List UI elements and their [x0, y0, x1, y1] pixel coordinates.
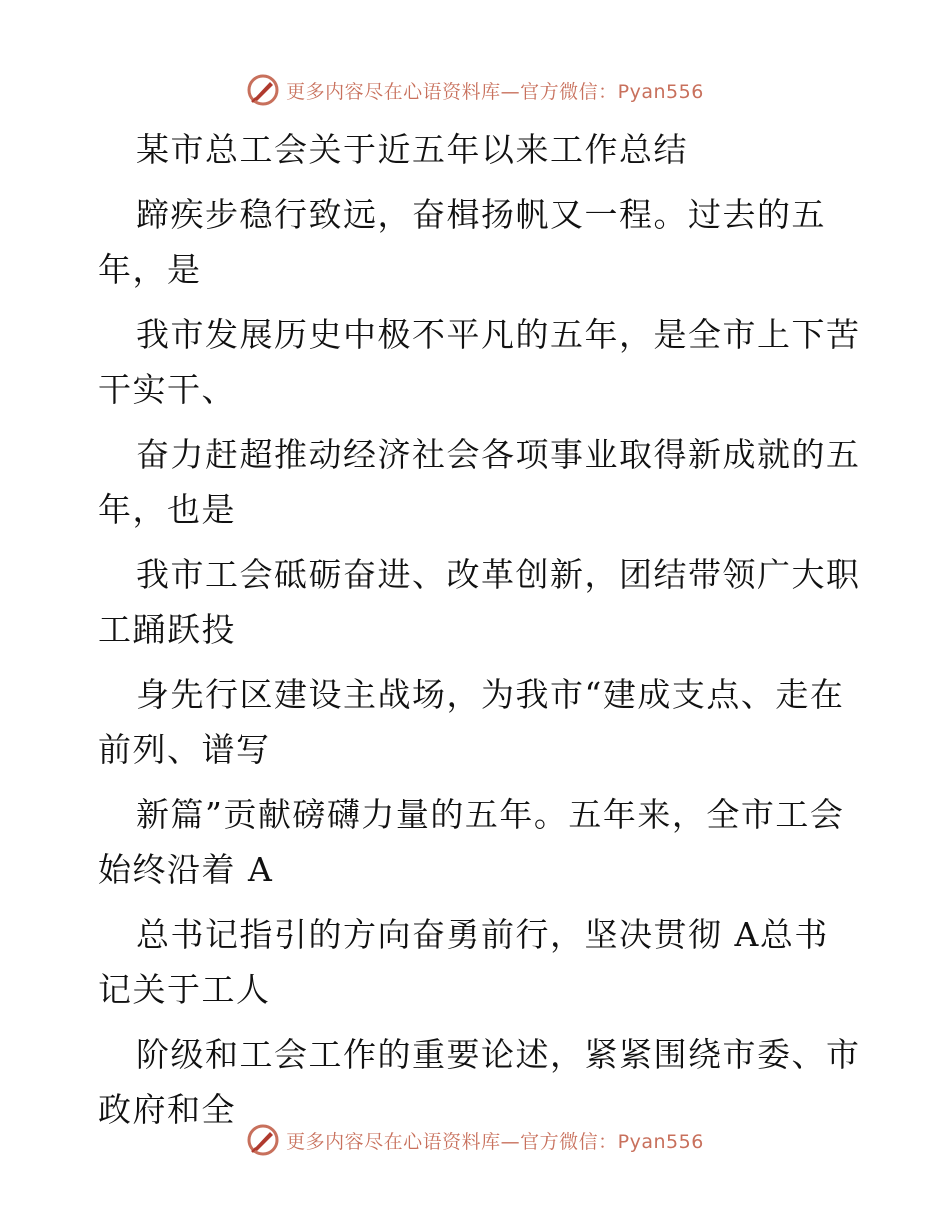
text-line: 工踊跃投	[98, 610, 236, 649]
text-line: 新篇”贡献磅礴力量的五年。五年来，全市工会	[136, 795, 845, 834]
text-line: 身先行区建设主战场，为我市“建成支点、走在	[136, 675, 845, 714]
watermark-text: 更多内容尽在心语资料库—官方微信：Pyan556	[286, 1130, 704, 1153]
text-line: 我市工会砥砺奋进、改革创新，团结带领广大职	[136, 555, 861, 594]
text-line: 奋力赶超推动经济社会各项事业取得新成就的五	[136, 435, 861, 474]
footer-watermark-banner	[0, 1120, 950, 1160]
text-line: 干实干、	[98, 370, 236, 409]
text-line: 蹄疾步稳行致远，奋楫扬帆又一程。过去的五	[136, 195, 826, 234]
text-line: 前列、谱写	[98, 730, 271, 769]
watermark-text: 更多内容尽在心语资料库—官方微信：Pyan556	[286, 80, 704, 103]
text-line: 年，也是	[98, 490, 236, 529]
text-line: 年，是	[98, 250, 202, 289]
header-watermark-banner	[0, 70, 950, 110]
document-body	[98, 122, 861, 1137]
text-line: 总书记指引的方向奋勇前行，坚决贯彻 A总书	[136, 915, 829, 954]
text-line: 阶级和工会工作的重要论述，紧紧围绕市委、市	[136, 1035, 861, 1074]
document-title: 某市总工会关于近五年以来工作总结	[136, 130, 688, 169]
text-line: 我市发展历史中极不平凡的五年，是全市上下苦	[136, 315, 861, 354]
text-line: 始终沿着 A	[98, 850, 274, 889]
text-line: 政府和全	[98, 1090, 236, 1129]
quill-logo-icon	[246, 73, 280, 107]
quill-logo-icon	[246, 1123, 280, 1157]
text-line: 记关于工人	[98, 970, 271, 1009]
